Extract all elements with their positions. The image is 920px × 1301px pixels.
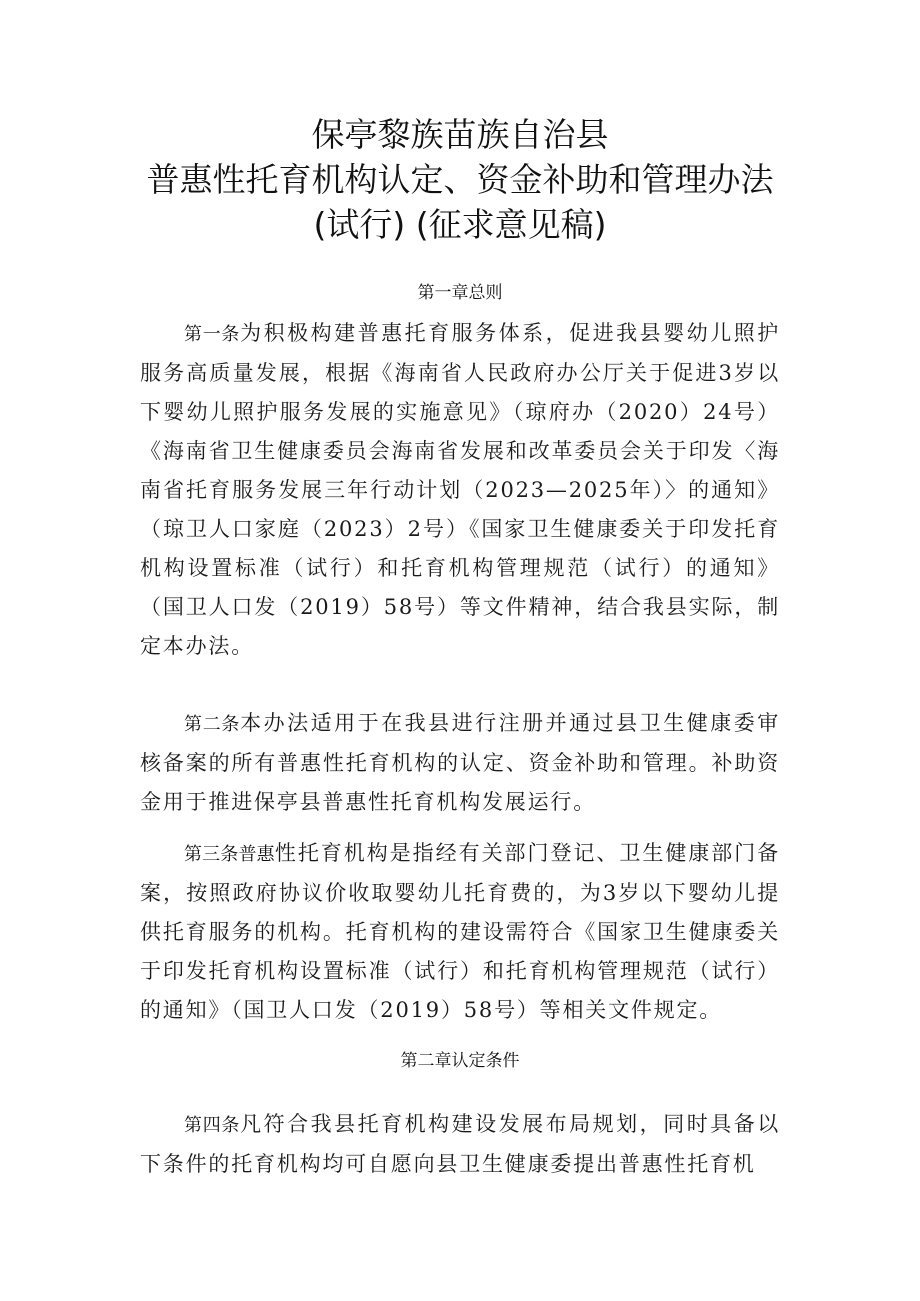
article-2-label: 第二条 <box>184 714 241 735</box>
title-line-county: 保亭黎族苗族自治县 <box>311 115 609 154</box>
article-1-text: 为积极构建普惠托育服务体系，促进我县婴幼儿照护服务高质量发展，根据《海南省人民政府办公厅关于促进3岁以下婴幼儿照护服务发展的实施意见》（琼府办（2020）24号）《海南省卫生健康委员会海南省发展和改革委员会关于印发〈海南省托育服务发展三年行动计划（2023—2025年）〉的通知》（琼卫人口家庭（2023）2号）《国家卫生健康委关于印发托育机构设置标准（试行）和托育机构管理规范（试行）的通知》（国卫人口发（2019）58号）等文件精神，结合我县实际，制定本办法。 <box>140 321 781 658</box>
chapter-heading-general-provisions: 第一章总则 <box>417 283 503 303</box>
article-2 <box>140 704 780 822</box>
title-line-main: 普惠性托育机构认定、资金补助和管理办法 <box>146 160 774 199</box>
article-3-text: 性托育机构是指经有关部门登记、卫生健康部门备案，按照政府协议价收取婴幼儿托育费的，为3岁以下婴幼儿提供托育服务的机构。托育机构的建设需符合《国家卫生健康委关于印发托育机构设置标准（试行）和托育机构管理规范（试行）的通知》（国卫人口发（2019）58号）等相关文件规定。 <box>140 841 781 1022</box>
title-line-status: (试行) (征求意见稿) <box>313 205 607 244</box>
article-2-text: 本办法适用于在我县进行注册并通过县卫生健康委审核备案的所有普惠性托育机构的认定、资金补助和管理。补助资金用于推进保亭县普惠性托育机构发展运行。 <box>140 711 781 814</box>
article-3-label: 第三条普惠 <box>184 844 275 865</box>
article-1-label: 第一条 <box>184 324 241 345</box>
article-4-text: 凡符合我县托育机构建设发展布局规划，同时具备以下条件的托育机构均可自愿向县卫生健康委提出普惠性托育机 <box>140 1112 781 1176</box>
chapter-heading-qualification-conditions: 第二章认定条件 <box>400 1051 520 1071</box>
article-4-label: 第四条 <box>184 1115 241 1136</box>
document-title <box>0 112 920 247</box>
article-3 <box>140 834 780 1030</box>
article-1 <box>140 314 780 666</box>
article-4 <box>140 1105 780 1184</box>
